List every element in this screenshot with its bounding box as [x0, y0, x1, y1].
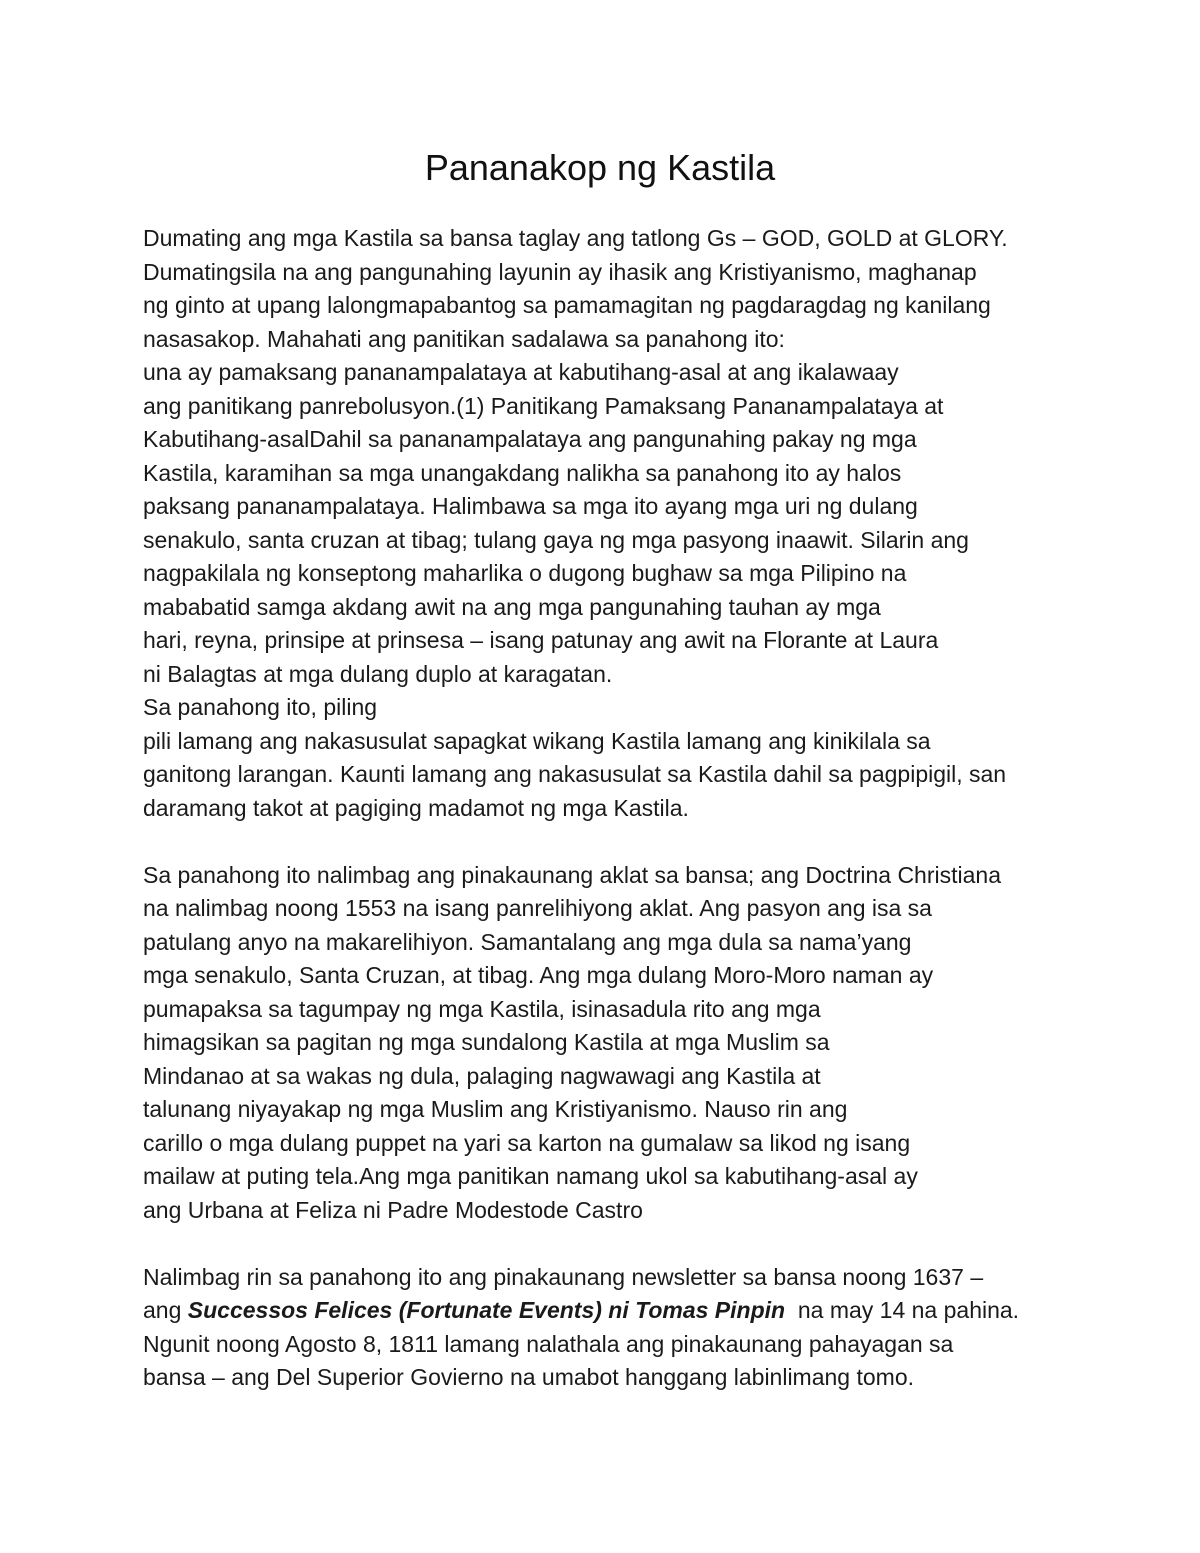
- text-line: bansa – ang Del Superior Govierno na umabot hanggang labinlimang tomo.: [143, 1364, 915, 1390]
- text-line: Ngunit noong Agosto 8, 1811 lamang nalathala ang pinakaunang pahayagan sa: [143, 1330, 954, 1357]
- text-line: ang panitikang panrebolusyon.(1) Panitikang Pamaksang Pananampalataya at: [143, 392, 944, 419]
- paragraph-2: [143, 859, 1083, 1228]
- text-line: mailaw at puting tela.Ang mga panitikan namang ukol sa kabutihang-asal ay: [143, 1163, 918, 1189]
- text-line: nagpakilala ng konseptong maharlika o dugong bughaw sa mga Pilipino na: [143, 560, 907, 586]
- text-line: mga senakulo, Santa Cruzan, at tibag. Ang mga dulang Moro-Moro naman ay: [143, 962, 934, 988]
- paragraph-spacer: [143, 825, 1083, 859]
- line-prefix: ang: [143, 1297, 188, 1323]
- text-line: ganitong larangan. Kaunti lamang ang nakasusulat sa Kastila dahil sa pagpipigil, san: [143, 761, 1007, 787]
- text-line: Sa panahong ito, piling: [143, 694, 378, 720]
- text-line: na nalimbag noong 1553 na isang panrelihiyong aklat. Ang pasyon ang isa sa: [143, 895, 932, 921]
- text-line: pili lamang ang nakasusulat sapagkat wikang Kastila lamang ang kinikilala sa: [143, 727, 931, 754]
- text-line: Dumating ang mga Kastila sa bansa taglay ang tatlong Gs – GOD, GOLD at GLORY.: [143, 225, 1008, 251]
- page-title: Pananakop ng Kastila: [424, 147, 776, 188]
- text-line: Kastila, karamihan sa mga unangakdang nalikha sa panahong ito ay halos: [143, 459, 902, 486]
- text-line: mababatid samga akdang awit na ang mga pangunahing tauhan ay mga: [143, 593, 881, 620]
- line-suffix: na may 14 na pahina.: [785, 1297, 1020, 1323]
- text-line: carillo o mga dulang puppet na yari sa karton na gumalaw sa likod ng isang: [143, 1129, 911, 1156]
- document-body: [143, 222, 1083, 1395]
- text-line: senakulo, santa cruzan at tibag; tulang gaya ng mga pasyong inaawit. Silarin ang: [143, 526, 969, 553]
- text-line: hari, reyna, prinsipe at prinsesa – isang patunay ang awit na Florante at Laura: [143, 627, 939, 653]
- paragraph-3: [143, 1261, 1083, 1395]
- text-line: ni Balagtas at mga dulang duplo at karagatan.: [143, 660, 613, 687]
- text-line: una ay pamaksang pananampalataya at kabutihang-asal at ang ikalawaay: [143, 359, 899, 385]
- paragraph-spacer: [143, 1227, 1083, 1261]
- text-line: pumapaksa sa tagumpay ng mga Kastila, isinasadula rito ang mga: [143, 995, 821, 1022]
- text-line: talunang niyayakap ng mga Muslim ang Kristiyanismo. Nauso rin ang: [143, 1096, 848, 1122]
- text-line-with-emphasis: [143, 1294, 1083, 1328]
- text-line: nasasakop. Mahahati ang panitikan sadalawa sa panahong ito:: [143, 325, 785, 352]
- text-line: paksang pananampalataya. Halimbawa sa mga ito ayang mga uri ng dulang: [143, 493, 918, 519]
- paragraph-1: [143, 222, 1083, 825]
- emphasized-title: Successos Felices (Fortunate Events) ni Tomas Pinpin: [187, 1297, 786, 1323]
- text-line: ng ginto at upang lalongmapabantog sa pamamagitan ng pagdaragdag ng kanilang: [143, 292, 991, 318]
- text-line: Kabutihang-asalDahil sa pananampalataya ang pangunahing pakay ng mga: [143, 426, 917, 452]
- text-line: patulang anyo na makarelihiyon. Samantalang ang mga dula sa nama’yang: [143, 928, 912, 955]
- text-line: Nalimbag rin sa panahong ito ang pinakaunang newsletter sa bansa noong 1637 –: [143, 1263, 984, 1290]
- text-line: Mindanao at sa wakas ng dula, palaging nagwawagi ang Kastila at: [143, 1062, 821, 1089]
- text-line: ang Urbana at Feliza ni Padre Modestode Castro: [143, 1196, 643, 1223]
- text-line: Sa panahong ito nalimbag ang pinakaunang aklat sa bansa; ang Doctrina Christiana: [143, 861, 1001, 888]
- text-line: Dumatingsila na ang pangunahing layunin ay ihasik ang Kristiyanismo, maghanap: [143, 258, 977, 285]
- text-line: himagsikan sa pagitan ng mga sundalong Kastila at mga Muslim sa: [143, 1029, 830, 1055]
- text-line: daramang takot at pagiging madamot ng mga Kastila.: [143, 794, 689, 821]
